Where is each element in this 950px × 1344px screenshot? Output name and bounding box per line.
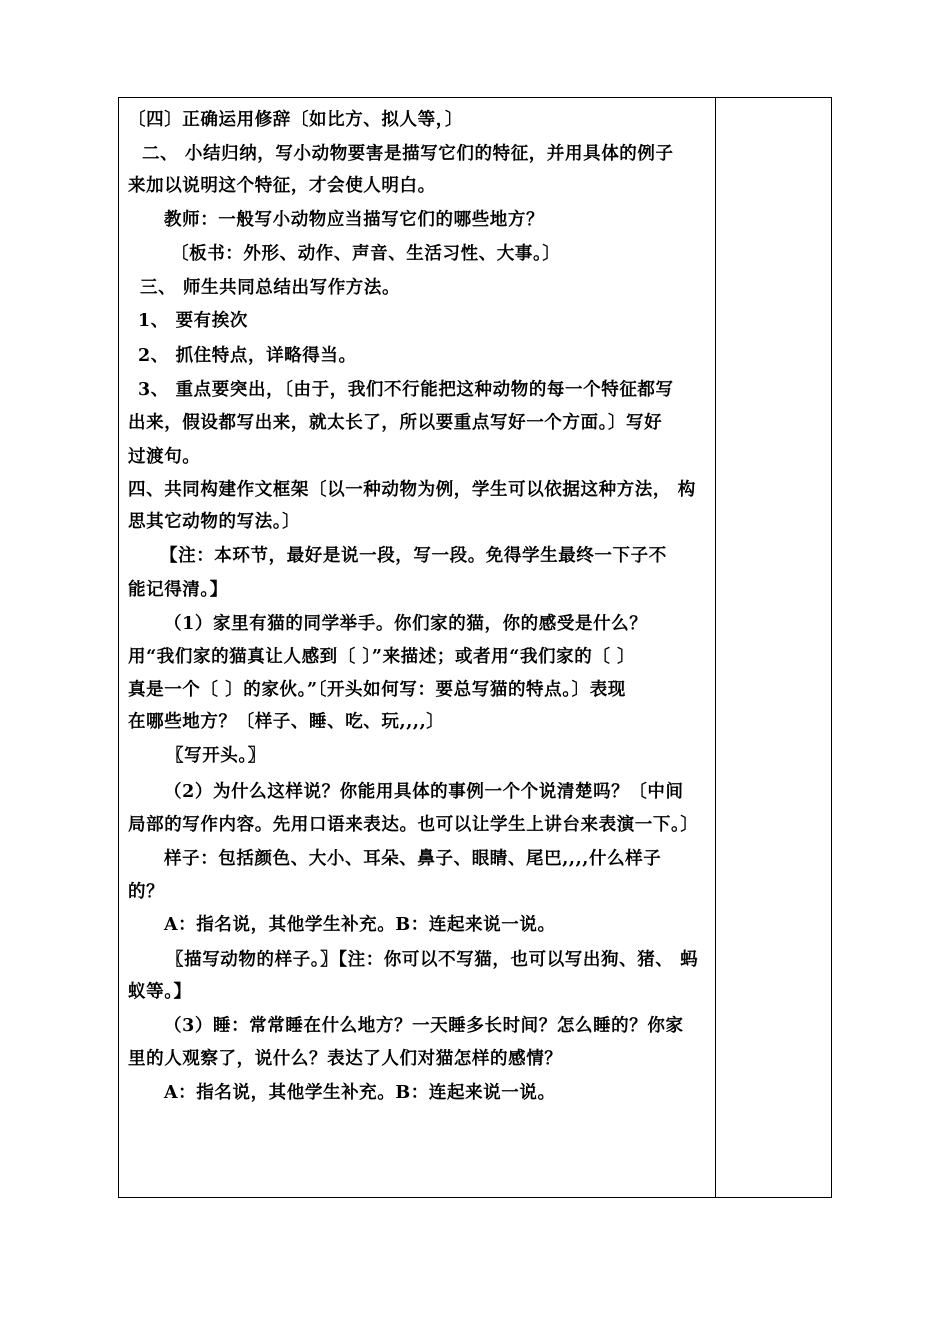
text-line: A：指名说，其他学生补充。B：连起来说一说。 [164, 1083, 556, 1103]
text-line: 三、 师生共同总结出写作方法。 [140, 278, 401, 298]
text-line: 2、 抓住特点，详略得当。 [138, 346, 357, 366]
text-line: 教师：一般写小动物应当描写它们的哪些地方？ [164, 210, 545, 230]
text-line: 能记得清。】 [128, 580, 228, 600]
text-line: 四、共同构建作文框架〔以一种动物为例，学生可以依据这种方法， 构 [128, 480, 696, 500]
text-line: 蚁等。】 [128, 982, 192, 1002]
text-line: 〖写开头。〗 [166, 746, 266, 766]
text-line: 真是一个〔 〕的家伙。”〔开头如何写：要总写猫的特点。〕表现 [128, 680, 626, 700]
text-line: A：指名说，其他学生补充。B：连起来说一说。 [164, 915, 556, 935]
text-line: 出来，假设都写出来，就太长了，所以要重点写好一个方面。〕写好 [128, 413, 663, 433]
text-line: 【注：本环节，最好是说一段，写一段。免得学生最终一下子不 [160, 546, 667, 566]
text-line: 来加以说明这个特征，才会使人明白。 [128, 176, 436, 196]
text-line: 样子：包括颜色、大小、耳朵、鼻子、眼睛、尾巴,,,,什么样子 [164, 849, 662, 869]
text-line: 二、 小结归纳，写小动物要害是描写它们的特征，并用具体的例子 [142, 144, 674, 164]
text-line: （1）家里有猫的同学举手。你们家的猫，你的感受是什么？ [164, 614, 648, 634]
text-line: 〖描写动物的样子。〗【注：你可以不写猫，也可以写出狗、猪、 蚂 [166, 950, 699, 970]
text-line: 过渡句。 [128, 447, 201, 467]
text-line: 里的人观察了，说什么？表达了人们对猫怎样的感情？ [128, 1049, 563, 1069]
text-line: 〔四〕正确运用修辞〔如比方、拟人等，〕 [128, 110, 464, 130]
text-line: 在哪些地方？〔样子、睡、吃、玩,,,,〕 [128, 712, 445, 732]
text-line: 3、 重点要突出，〔由于，我们不行能把这种动物的每一个特征都写 [138, 380, 674, 400]
text-line: 〔板书：外形、动作、声音、生活习性、大事。〕 [171, 244, 561, 264]
column-divider [715, 98, 716, 1197]
text-line: 的？ [128, 882, 165, 902]
lesson-table [118, 97, 832, 1198]
text-line: 1、 要有挨次 [138, 311, 248, 331]
text-line: 用“我们家的猫真让人感到〔 〕”来描述；或者用“我们家的〔 〕 [128, 647, 636, 667]
text-line: 思其它动物的写法。〕 [128, 512, 301, 532]
text-line: （3）睡：常常睡在什么地方？一天睡多长时间？怎么睡的？你家 [164, 1016, 684, 1036]
text-line: （2）为什么这样说？你能用具体的事例一个个说清楚吗？〔中间 [164, 782, 684, 802]
text-line: 局部的写作内容。先用口语来表达。也可以让学生上讲台来表演一下。〕 [128, 815, 699, 835]
